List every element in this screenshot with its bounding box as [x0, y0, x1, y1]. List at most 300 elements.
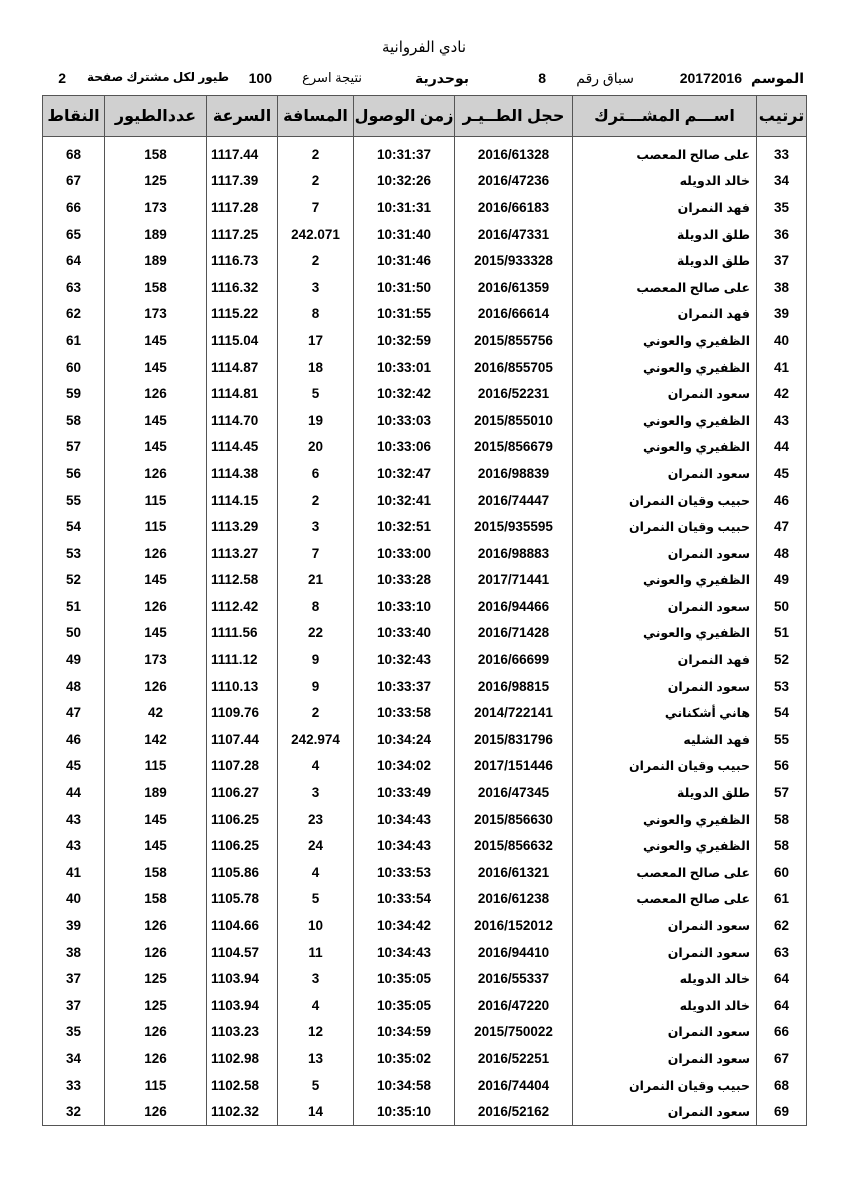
cell-arrival-time: 10:33:37 [354, 673, 455, 700]
cell-speed: 1102.98 [207, 1045, 278, 1072]
table-row [43, 434, 807, 461]
cell-distance: 7 [278, 540, 354, 567]
cell-speed: 1107.44 [207, 726, 278, 753]
table-row [43, 1072, 807, 1099]
cell-arrival-time: 10:35:10 [354, 1098, 455, 1125]
cell-rank: 54 [757, 699, 807, 726]
cell-birds-count: 145 [105, 567, 207, 594]
cell-rank: 45 [757, 460, 807, 487]
cell-speed: 1104.57 [207, 939, 278, 966]
cell-speed: 1117.44 [207, 141, 278, 168]
cell-participant-name: سعود النمران [573, 1019, 757, 1046]
cell-ring-number: 2016/855705 [455, 354, 573, 381]
cell-speed: 1109.76 [207, 699, 278, 726]
cell-speed: 1111.56 [207, 620, 278, 647]
cell-rank: 68 [757, 1072, 807, 1099]
cell-participant-name: طلق الدويلة [573, 221, 757, 248]
cell-arrival-time: 10:34:43 [354, 806, 455, 833]
cell-participant-name: الظفيري والعوني [573, 354, 757, 381]
cell-ring-number: 2015/831796 [455, 726, 573, 753]
cell-distance: 2 [278, 699, 354, 726]
cell-ring-number: 2016/61321 [455, 859, 573, 886]
cell-participant-name: فهد النمران [573, 646, 757, 673]
cell-points: 33 [43, 1072, 105, 1099]
cell-participant-name: سعود النمران [573, 593, 757, 620]
table-row [43, 779, 807, 806]
cell-arrival-time: 10:32:26 [354, 168, 455, 195]
cell-ring-number: 2016/94410 [455, 939, 573, 966]
cell-speed: 1117.28 [207, 194, 278, 221]
race-number: 8 [538, 70, 546, 86]
cell-distance: 13 [278, 1045, 354, 1072]
cell-arrival-time: 10:33:53 [354, 859, 455, 886]
cell-participant-name: الظفيري والعوني [573, 832, 757, 859]
cell-distance: 6 [278, 460, 354, 487]
cell-ring-number: 2015/855756 [455, 327, 573, 354]
cell-speed: 1103.23 [207, 1019, 278, 1046]
cell-birds-count: 126 [105, 939, 207, 966]
table-row [43, 992, 807, 1019]
cell-distance: 3 [278, 513, 354, 540]
cell-arrival-time: 10:31:31 [354, 194, 455, 221]
cell-participant-name: حبيب وقيان النمران [573, 1072, 757, 1099]
cell-participant-name: على صالح المعصب [573, 141, 757, 168]
cell-rank: 36 [757, 221, 807, 248]
cell-ring-number: 2015/750022 [455, 1019, 573, 1046]
table-row [43, 301, 807, 328]
cell-birds-count: 173 [105, 646, 207, 673]
cell-participant-name: فهد النمران [573, 301, 757, 328]
table-row [43, 247, 807, 274]
cell-distance: 3 [278, 274, 354, 301]
cell-ring-number: 2016/55337 [455, 965, 573, 992]
cell-participant-name: سعود النمران [573, 912, 757, 939]
cell-points: 60 [43, 354, 105, 381]
cell-participant-name: سعود النمران [573, 1045, 757, 1072]
cell-speed: 1105.86 [207, 859, 278, 886]
cell-points: 63 [43, 274, 105, 301]
cell-points: 44 [43, 779, 105, 806]
cell-speed: 1112.58 [207, 567, 278, 594]
club-title: نادي الفروانية [381, 39, 467, 56]
cell-rank: 51 [757, 620, 807, 647]
cell-birds-count: 145 [105, 434, 207, 461]
cell-participant-name: الظفيري والعوني [573, 567, 757, 594]
cell-ring-number: 2016/98883 [455, 540, 573, 567]
cell-rank: 69 [757, 1098, 807, 1125]
cell-speed: 1106.25 [207, 806, 278, 833]
table-row [43, 460, 807, 487]
cell-distance: 9 [278, 673, 354, 700]
cell-birds-count: 145 [105, 806, 207, 833]
cell-birds-count: 125 [105, 168, 207, 195]
cell-rank: 58 [757, 832, 807, 859]
cell-participant-name: خالد الدويله [573, 992, 757, 1019]
cell-rank: 47 [757, 513, 807, 540]
cell-speed: 1116.73 [207, 247, 278, 274]
cell-participant-name: سعود النمران [573, 939, 757, 966]
cell-ring-number: 2016/71428 [455, 620, 573, 647]
cell-points: 58 [43, 407, 105, 434]
cell-distance: 18 [278, 354, 354, 381]
cell-rank: 53 [757, 673, 807, 700]
cell-speed: 1102.58 [207, 1072, 278, 1099]
cell-speed: 1114.70 [207, 407, 278, 434]
table-row [43, 567, 807, 594]
cell-participant-name: فهد النمران [573, 194, 757, 221]
cell-points: 64 [43, 247, 105, 274]
table-row [43, 939, 807, 966]
cell-points: 61 [43, 327, 105, 354]
table-row [43, 673, 807, 700]
cell-points: 43 [43, 806, 105, 833]
cell-birds-count: 126 [105, 380, 207, 407]
cell-participant-name: فهد الشليه [573, 726, 757, 753]
cell-speed: 1114.45 [207, 434, 278, 461]
cell-distance: 8 [278, 301, 354, 328]
cell-points: 52 [43, 567, 105, 594]
cell-points: 62 [43, 301, 105, 328]
table-header-row [43, 96, 807, 137]
cell-points: 49 [43, 646, 105, 673]
cell-points: 56 [43, 460, 105, 487]
cell-rank: 60 [757, 859, 807, 886]
cell-arrival-time: 10:33:40 [354, 620, 455, 647]
cell-distance: 5 [278, 380, 354, 407]
race-location: بوحدرية [414, 70, 469, 86]
cell-points: 54 [43, 513, 105, 540]
cell-participant-name: خالد الدويله [573, 965, 757, 992]
cell-speed: 1107.28 [207, 753, 278, 780]
cell-points: 59 [43, 380, 105, 407]
cell-birds-count: 173 [105, 301, 207, 328]
cell-birds-count: 189 [105, 779, 207, 806]
cell-rank: 37 [757, 247, 807, 274]
cell-ring-number: 2016/47331 [455, 221, 573, 248]
cell-participant-name: الظفيري والعوني [573, 327, 757, 354]
cell-birds-count: 145 [105, 832, 207, 859]
table-row [43, 806, 807, 833]
col-ring-header: حجل الطــيـر [455, 96, 573, 137]
cell-birds-count: 142 [105, 726, 207, 753]
cell-points: 32 [43, 1098, 105, 1125]
cell-speed: 1110.13 [207, 673, 278, 700]
cell-points: 38 [43, 939, 105, 966]
cell-distance: 11 [278, 939, 354, 966]
cell-ring-number: 2017/71441 [455, 567, 573, 594]
cell-participant-name: حبيب وقيان النمران [573, 513, 757, 540]
cell-birds-count: 173 [105, 194, 207, 221]
cell-speed: 1106.25 [207, 832, 278, 859]
results-body [43, 137, 807, 1126]
cell-speed: 1115.04 [207, 327, 278, 354]
cell-arrival-time: 10:33:58 [354, 699, 455, 726]
cell-participant-name: طلق الدويلة [573, 247, 757, 274]
col-speed-header: السرعة [207, 96, 278, 137]
cell-speed: 1103.94 [207, 992, 278, 1019]
table-row [43, 380, 807, 407]
cell-birds-count: 42 [105, 699, 207, 726]
cell-distance: 10 [278, 912, 354, 939]
cell-points: 48 [43, 673, 105, 700]
table-row [43, 327, 807, 354]
cell-ring-number: 2016/66614 [455, 301, 573, 328]
cell-ring-number: 2016/74447 [455, 487, 573, 514]
cell-arrival-time: 10:32:42 [354, 380, 455, 407]
cell-participant-name: طلق الدويلة [573, 779, 757, 806]
cell-birds-count: 126 [105, 673, 207, 700]
cell-birds-count: 145 [105, 407, 207, 434]
table-row [43, 487, 807, 514]
table-row [43, 859, 807, 886]
cell-distance: 242.974 [278, 726, 354, 753]
cell-rank: 48 [757, 540, 807, 567]
cell-distance: 2 [278, 247, 354, 274]
cell-rank: 33 [757, 141, 807, 168]
table-row [43, 540, 807, 567]
cell-birds-count: 125 [105, 965, 207, 992]
cell-ring-number: 2016/52231 [455, 380, 573, 407]
cell-birds-count: 126 [105, 593, 207, 620]
cell-points: 40 [43, 886, 105, 913]
table-row [43, 1045, 807, 1072]
cell-distance: 4 [278, 992, 354, 1019]
cell-ring-number: 2016/47345 [455, 779, 573, 806]
cell-speed: 1114.15 [207, 487, 278, 514]
cell-distance: 2 [278, 487, 354, 514]
table-row [43, 1019, 807, 1046]
cell-points: 66 [43, 194, 105, 221]
cell-ring-number: 2014/722141 [455, 699, 573, 726]
cell-rank: 67 [757, 1045, 807, 1072]
cell-ring-number: 2016/98839 [455, 460, 573, 487]
page-number: 2 [58, 70, 66, 86]
cell-distance: 3 [278, 965, 354, 992]
cell-distance: 24 [278, 832, 354, 859]
cell-speed: 1102.32 [207, 1098, 278, 1125]
cell-ring-number: 2016/94466 [455, 593, 573, 620]
cell-participant-name: هاني أشكناني [573, 699, 757, 726]
cell-speed: 1114.81 [207, 380, 278, 407]
cell-ring-number: 2015/856630 [455, 806, 573, 833]
table-row [43, 513, 807, 540]
cell-distance: 3 [278, 779, 354, 806]
cell-arrival-time: 10:31:55 [354, 301, 455, 328]
cell-ring-number: 2016/61238 [455, 886, 573, 913]
cell-arrival-time: 10:32:59 [354, 327, 455, 354]
cell-distance: 2 [278, 141, 354, 168]
cell-arrival-time: 10:31:50 [354, 274, 455, 301]
cell-points: 45 [43, 753, 105, 780]
cell-participant-name: على صالح المعصب [573, 274, 757, 301]
cell-rank: 34 [757, 168, 807, 195]
cell-arrival-time: 10:31:40 [354, 221, 455, 248]
cell-rank: 49 [757, 567, 807, 594]
cell-ring-number: 2016/98815 [455, 673, 573, 700]
cell-arrival-time: 10:34:58 [354, 1072, 455, 1099]
cell-ring-number: 2016/74404 [455, 1072, 573, 1099]
cell-birds-count: 158 [105, 886, 207, 913]
cell-distance: 8 [278, 593, 354, 620]
cell-arrival-time: 10:33:28 [354, 567, 455, 594]
table-row [43, 726, 807, 753]
table-row [43, 354, 807, 381]
cell-distance: 20 [278, 434, 354, 461]
cell-points: 41 [43, 859, 105, 886]
cell-rank: 52 [757, 646, 807, 673]
cell-arrival-time: 10:34:42 [354, 912, 455, 939]
cell-rank: 64 [757, 965, 807, 992]
cell-points: 55 [43, 487, 105, 514]
cell-participant-name: خالد الدويله [573, 168, 757, 195]
cell-points: 67 [43, 168, 105, 195]
season-label: الموسم [751, 70, 804, 86]
cell-rank: 38 [757, 274, 807, 301]
cell-speed: 1116.32 [207, 274, 278, 301]
cell-birds-count: 115 [105, 1072, 207, 1099]
table-row [43, 753, 807, 780]
cell-birds-count: 115 [105, 753, 207, 780]
race-info-bar [44, 70, 804, 90]
cell-arrival-time: 10:33:00 [354, 540, 455, 567]
cell-ring-number: 2015/935595 [455, 513, 573, 540]
col-rank-header: ترتيب [757, 96, 807, 137]
cell-rank: 66 [757, 1019, 807, 1046]
cell-speed: 1105.78 [207, 886, 278, 913]
cell-distance: 14 [278, 1098, 354, 1125]
cell-arrival-time: 10:31:46 [354, 247, 455, 274]
cell-arrival-time: 10:34:24 [354, 726, 455, 753]
cell-ring-number: 2016/47236 [455, 168, 573, 195]
cell-speed: 1114.38 [207, 460, 278, 487]
cell-birds-count: 158 [105, 859, 207, 886]
cell-birds-count: 126 [105, 1098, 207, 1125]
cell-ring-number: 2016/61328 [455, 141, 573, 168]
cell-participant-name: سعود النمران [573, 460, 757, 487]
cell-ring-number: 2016/52251 [455, 1045, 573, 1072]
cell-points: 35 [43, 1019, 105, 1046]
cell-speed: 1106.27 [207, 779, 278, 806]
cell-distance: 22 [278, 620, 354, 647]
cell-points: 39 [43, 912, 105, 939]
table-row [43, 141, 807, 168]
col-distance-header: المسافة [278, 96, 354, 137]
results-table [42, 95, 807, 1126]
cell-participant-name: سعود النمران [573, 673, 757, 700]
cell-points: 34 [43, 1045, 105, 1072]
cell-birds-count: 189 [105, 221, 207, 248]
cell-rank: 56 [757, 753, 807, 780]
cell-ring-number: 2015/856632 [455, 832, 573, 859]
cell-ring-number: 2016/66183 [455, 194, 573, 221]
cell-birds-count: 158 [105, 274, 207, 301]
cell-rank: 58 [757, 806, 807, 833]
table-row [43, 832, 807, 859]
cell-birds-count: 126 [105, 540, 207, 567]
cell-ring-number: 2015/855010 [455, 407, 573, 434]
cell-rank: 50 [757, 593, 807, 620]
cell-arrival-time: 10:33:01 [354, 354, 455, 381]
cell-participant-name: سعود النمران [573, 540, 757, 567]
cell-birds-count: 189 [105, 247, 207, 274]
cell-ring-number: 2016/61359 [455, 274, 573, 301]
cell-speed: 1114.87 [207, 354, 278, 381]
cell-arrival-time: 10:33:49 [354, 779, 455, 806]
cell-birds-count: 115 [105, 487, 207, 514]
cell-rank: 40 [757, 327, 807, 354]
cell-points: 37 [43, 992, 105, 1019]
cell-participant-name: الظفيري والعوني [573, 434, 757, 461]
table-row [43, 886, 807, 913]
cell-birds-count: 115 [105, 513, 207, 540]
cell-arrival-time: 10:34:59 [354, 1019, 455, 1046]
cell-distance: 19 [278, 407, 354, 434]
table-row [43, 274, 807, 301]
cell-distance: 17 [278, 327, 354, 354]
cell-participant-name: الظفيري والعوني [573, 806, 757, 833]
table-row [43, 620, 807, 647]
race-label: سباق رقم [576, 70, 634, 86]
cell-distance: 5 [278, 1072, 354, 1099]
cell-rank: 64 [757, 992, 807, 1019]
cell-distance: 7 [278, 194, 354, 221]
cell-rank: 44 [757, 434, 807, 461]
cell-ring-number: 2016/47220 [455, 992, 573, 1019]
cell-arrival-time: 10:31:37 [354, 141, 455, 168]
cell-distance: 242.071 [278, 221, 354, 248]
cell-distance: 5 [278, 886, 354, 913]
cell-distance: 9 [278, 646, 354, 673]
cell-speed: 1115.22 [207, 301, 278, 328]
table-row [43, 965, 807, 992]
cell-rank: 35 [757, 194, 807, 221]
cell-rank: 39 [757, 301, 807, 328]
col-birds-header: عددالطيور [105, 96, 207, 137]
cell-points: 43 [43, 832, 105, 859]
table-row [43, 407, 807, 434]
cell-ring-number: 2015/933328 [455, 247, 573, 274]
col-arrival-header: زمن الوصول [354, 96, 455, 137]
cell-points: 68 [43, 141, 105, 168]
col-points-header: النقاط [43, 96, 105, 137]
cell-speed: 1113.27 [207, 540, 278, 567]
cell-rank: 41 [757, 354, 807, 381]
cell-birds-count: 145 [105, 354, 207, 381]
cell-distance: 21 [278, 567, 354, 594]
cell-birds-count: 145 [105, 327, 207, 354]
cell-arrival-time: 10:33:10 [354, 593, 455, 620]
cell-speed: 1103.94 [207, 965, 278, 992]
cell-participant-name: حبيب وقيان النمران [573, 487, 757, 514]
cell-birds-count: 126 [105, 1019, 207, 1046]
table-row [43, 168, 807, 195]
cell-rank: 55 [757, 726, 807, 753]
cell-participant-name: على صالح المعصب [573, 859, 757, 886]
cell-speed: 1104.66 [207, 912, 278, 939]
cell-participant-name: سعود النمران [573, 1098, 757, 1125]
cell-arrival-time: 10:32:51 [354, 513, 455, 540]
cell-distance: 23 [278, 806, 354, 833]
result-count: 100 [248, 70, 272, 86]
cell-arrival-time: 10:32:47 [354, 460, 455, 487]
cell-speed: 1113.29 [207, 513, 278, 540]
cell-arrival-time: 10:34:43 [354, 832, 455, 859]
table-row [43, 699, 807, 726]
cell-points: 51 [43, 593, 105, 620]
cell-arrival-time: 10:34:43 [354, 939, 455, 966]
cell-points: 46 [43, 726, 105, 753]
cell-rank: 46 [757, 487, 807, 514]
